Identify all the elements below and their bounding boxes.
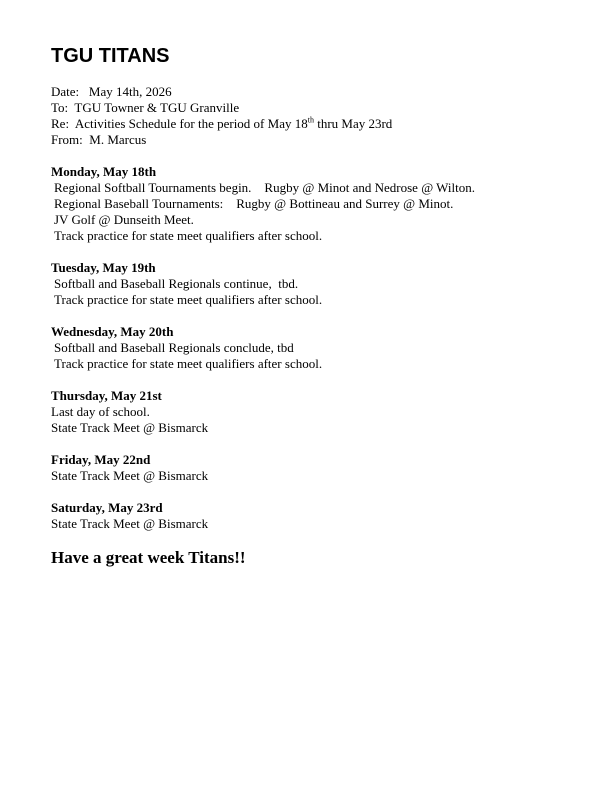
day-heading: Friday, May 22nd (51, 452, 151, 467)
memo-re-part1: Activities Schedule for the period of May 18 (74, 116, 308, 131)
day-heading: Saturday, May 23rd (51, 500, 163, 515)
schedule-line: State Track Meet @ Bismarck (51, 516, 209, 531)
memo-to-value: TGU Towner & TGU Granville (74, 100, 240, 115)
day-thursday (51, 388, 581, 436)
memo-from (51, 132, 581, 148)
memo-from-label: From: (51, 132, 83, 147)
schedule-line: Track practice for state meet qualifiers after school. (54, 292, 323, 307)
memo-date-label: Date: (51, 84, 80, 99)
day-friday (51, 452, 581, 484)
memo-header (51, 84, 581, 148)
schedule-line: Track practice for state meet qualifiers after school. (54, 228, 323, 243)
memo-to (51, 100, 581, 116)
document-title: TGU TITANS (51, 45, 170, 67)
document-page (51, 44, 581, 568)
schedule-line: Last day of school. (51, 404, 150, 419)
closing-message: Have a great week Titans!! (51, 548, 246, 567)
day-wednesday (51, 324, 581, 372)
memo-to-label: To: (51, 100, 69, 115)
memo-re (51, 116, 581, 132)
schedule-line: Softball and Baseball Regionals continue, tbd. (54, 276, 299, 291)
day-heading: Wednesday, May 20th (51, 324, 174, 339)
day-monday (51, 164, 581, 244)
day-heading: Monday, May 18th (51, 164, 157, 179)
schedule-line: Track practice for state meet qualifiers after school. (54, 356, 323, 371)
schedule-line: State Track Meet @ Bismarck (51, 420, 209, 435)
schedule-line: Regional Softball Tournaments begin. Rugby @ Minot and Nedrose @ Wilton. (54, 180, 476, 195)
memo-re-part2: thru May 23rd (313, 116, 393, 131)
memo-from-value: M. Marcus (89, 132, 147, 147)
memo-date (51, 84, 581, 100)
schedule-line: JV Golf @ Dunseith Meet. (54, 212, 194, 227)
day-heading: Tuesday, May 19th (51, 260, 156, 275)
memo-re-superscript: th (307, 115, 314, 125)
schedule-line: Regional Baseball Tournaments: Rugby @ Bottineau and Surrey @ Minot. (54, 196, 454, 211)
memo-re-label: Re: (51, 116, 70, 131)
day-heading: Thursday, May 21st (51, 388, 162, 403)
schedule-line: State Track Meet @ Bismarck (51, 468, 209, 483)
schedule-line: Softball and Baseball Regionals conclude, tbd (54, 340, 294, 355)
day-saturday (51, 500, 581, 532)
day-tuesday (51, 260, 581, 308)
memo-date-value: May 14th, 2026 (88, 84, 172, 99)
